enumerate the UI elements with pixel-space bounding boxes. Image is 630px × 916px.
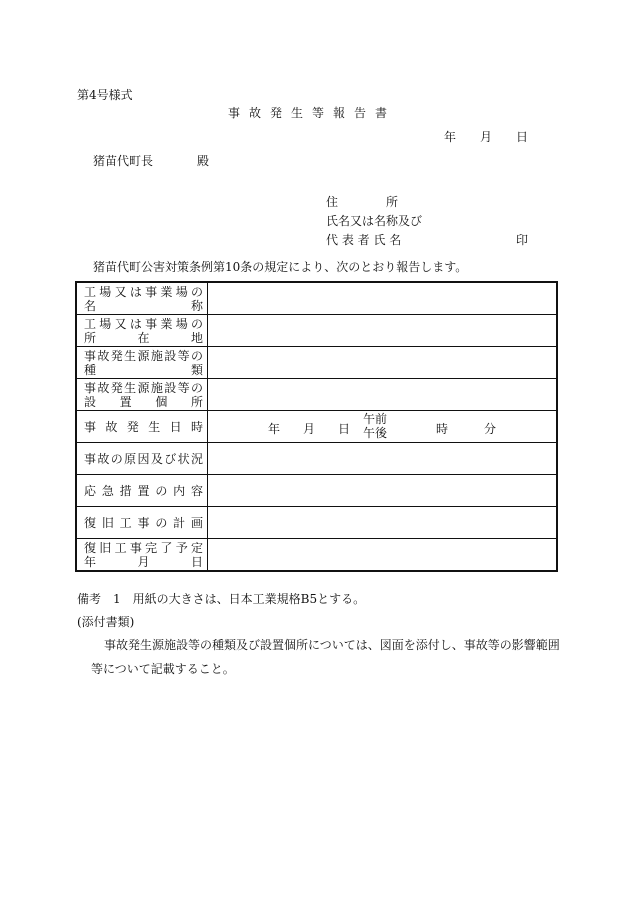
table-row — [76, 443, 557, 475]
row-label-line1: 工場又は事業場の — [84, 284, 203, 299]
datetime-month-label: 月 — [303, 422, 316, 436]
row-label-facility-type — [76, 347, 208, 379]
table-row — [76, 315, 557, 347]
row-label-text: 復旧工事の計画 — [84, 515, 203, 530]
row-label-factory-name — [76, 282, 208, 315]
attachments-text-line2: 等について記載すること。 — [91, 662, 235, 676]
addressee-name: 猪苗代町長 — [93, 154, 154, 168]
table-row — [76, 411, 557, 443]
reporter-name-label: 氏名又は名称及び — [326, 214, 423, 228]
cause-field[interactable] — [208, 443, 558, 475]
emergency-measures-field[interactable] — [208, 475, 558, 507]
row-label-accident-datetime — [76, 411, 208, 443]
datetime-day-label: 日 — [338, 422, 351, 436]
datetime-hour-label: 時 — [436, 422, 449, 436]
attachments-text-line1: 事故発生源施設等の種類及び設置個所については、図面を添付し、事故等の影響範囲 — [104, 638, 560, 652]
row-label-line1: 事故発生源施設等の — [84, 348, 203, 363]
table-row — [76, 347, 557, 379]
row-label-text: 応急措置の内容 — [84, 483, 203, 498]
date-month-label: 月 — [480, 130, 493, 144]
completion-date-field[interactable] — [208, 539, 558, 572]
datetime-minute-label: 分 — [484, 422, 497, 436]
row-label-facility-location — [76, 379, 208, 411]
factory-location-field[interactable] — [208, 315, 558, 347]
row-label-text: 事故発生日時 — [84, 419, 203, 434]
row-label-line1: 事故発生源施設等の — [84, 380, 203, 395]
table-row — [76, 379, 557, 411]
table-row — [76, 539, 557, 572]
remark-note: 備考 1 用紙の大きさは、日本工業規格B5とする。 — [77, 592, 366, 606]
factory-name-field[interactable] — [208, 282, 558, 315]
row-label-line1: 工場又は事業場の — [84, 316, 203, 331]
facility-location-field[interactable] — [208, 379, 558, 411]
row-label-cause — [76, 443, 208, 475]
attachments-heading: (添付書類) — [77, 615, 135, 629]
row-label-text: 事故の原因及び状況 — [84, 451, 203, 466]
accident-datetime-field[interactable] — [208, 411, 558, 443]
facility-type-field[interactable] — [208, 347, 558, 379]
datetime-am-label: 午前 — [363, 412, 388, 426]
form-number: 第4号様式 — [77, 88, 133, 102]
date-day-label: 日 — [516, 130, 529, 144]
report-table — [75, 281, 558, 572]
reporter-representative-label: 代 表 者 氏 名 — [326, 233, 402, 247]
row-label-line2: 年月日 — [84, 554, 203, 569]
table-row — [76, 282, 557, 315]
reporter-address-label: 住 所 — [326, 195, 399, 209]
row-label-line2: 名称 — [84, 298, 203, 313]
date-year-label: 年 — [444, 130, 457, 144]
datetime-year-label: 年 — [268, 422, 281, 436]
datetime-pm-label: 午後 — [363, 426, 388, 440]
addressee — [93, 152, 209, 169]
seal-mark: 印 — [516, 233, 529, 247]
restoration-plan-field[interactable] — [208, 507, 558, 539]
table-row — [76, 507, 557, 539]
intro-text: 猪苗代町公害対策条例第10条の規定により、次のとおり報告します。 — [93, 260, 468, 274]
row-label-factory-location — [76, 315, 208, 347]
table-row — [76, 475, 557, 507]
row-label-line2: 設置個所 — [84, 394, 203, 409]
document-title: 事故発生等報告書 — [228, 106, 397, 120]
row-label-line1: 復旧工事完了予定 — [84, 540, 203, 555]
row-label-line2: 所在地 — [84, 330, 203, 345]
row-label-restoration-plan — [76, 507, 208, 539]
addressee-suffix: 殿 — [197, 154, 210, 168]
row-label-emergency-measures — [76, 475, 208, 507]
row-label-line2: 種類 — [84, 362, 203, 377]
row-label-completion-date — [76, 539, 208, 572]
report-date — [444, 128, 528, 145]
